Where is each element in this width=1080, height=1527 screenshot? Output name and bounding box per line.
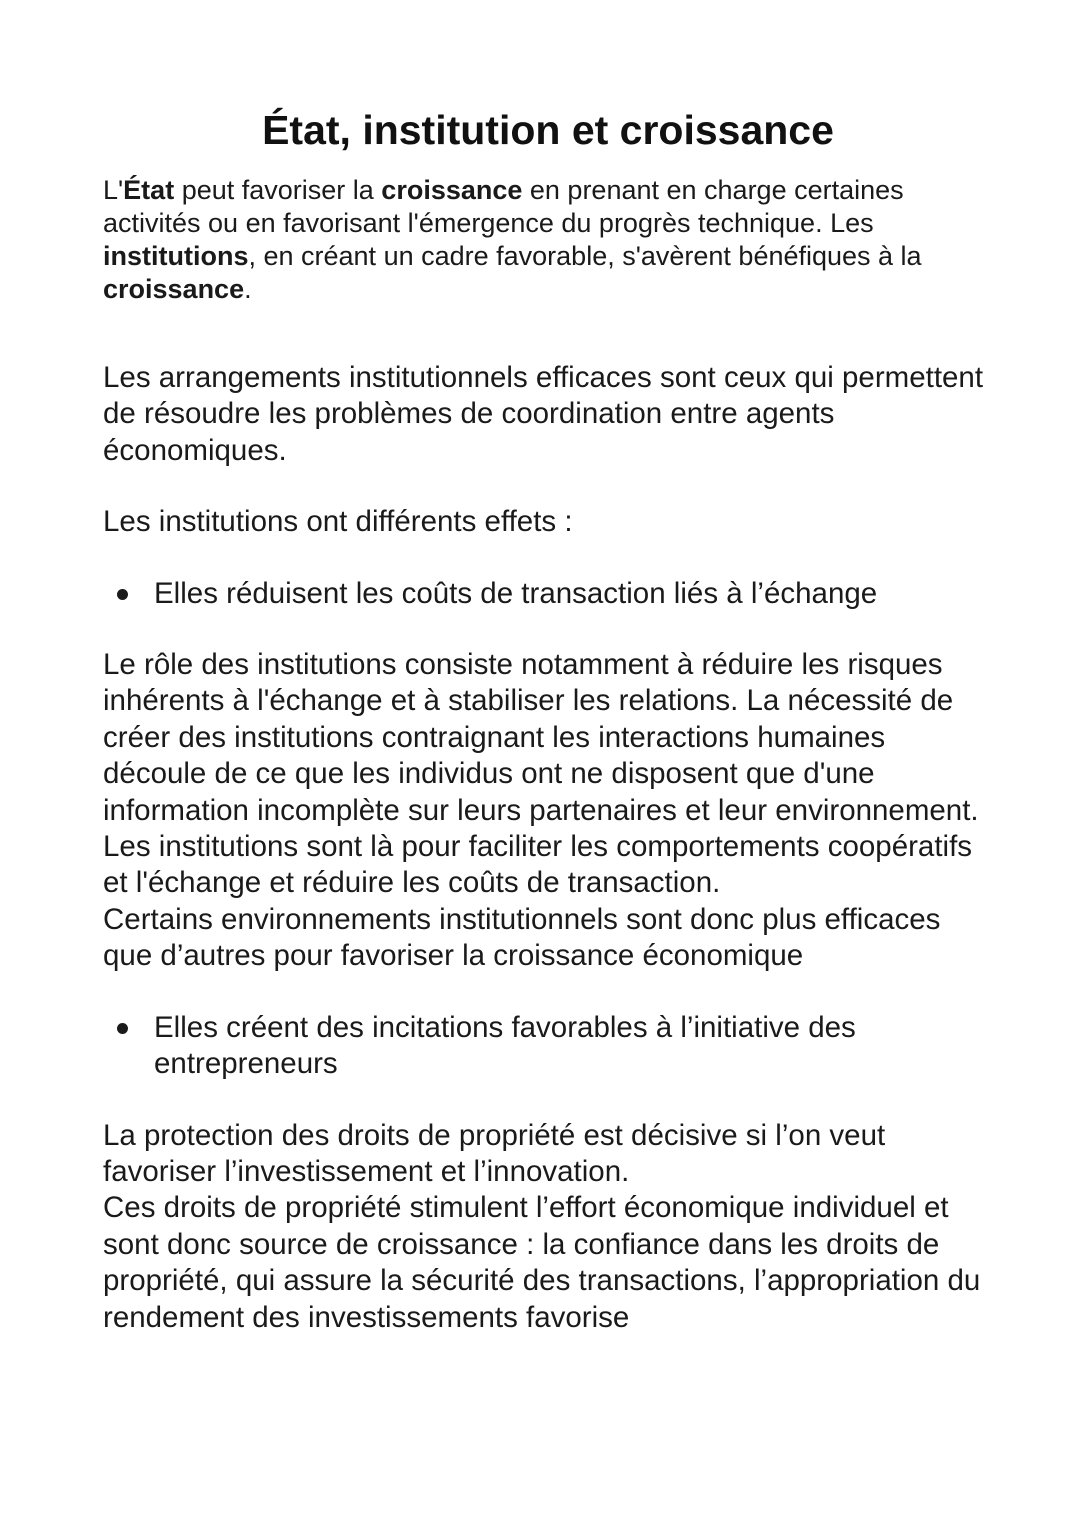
intro-text-3: en prenant en charge certaines activités ou en favorisant l'émergence du progrès technique. Les xyxy=(103,175,904,238)
property-paragraph: La protection des droits de propriété est décisive si l’on veut favoriser l’investissement et l’innovation. xyxy=(103,1118,886,1188)
spacer xyxy=(103,612,993,647)
bullet-icon xyxy=(117,589,128,600)
arrangements-paragraph: Les arrangements institutionnels efficaces sont ceux qui permettent de résoudre les problèmes de coordination entre agents économiques. xyxy=(103,361,984,467)
document-page xyxy=(103,100,993,1336)
spacer xyxy=(103,306,993,360)
environments-paragraph: Certains environnements institutionnels sont donc plus efficaces que d’autres pour favoriser la croissance économique xyxy=(103,902,941,973)
intro-text-4: , en créant un cadre favorable, s'avèrent bénéfiques à la xyxy=(248,241,922,271)
intro-bold-etat: État xyxy=(123,175,175,205)
spacer xyxy=(103,541,993,576)
spacer xyxy=(103,469,993,504)
intro-bold-croissance-2: croissance xyxy=(103,274,245,304)
intro-text-5: . xyxy=(244,274,252,304)
list-item-text: Elles créent des incitations favorables à l’initiative des entrepreneurs xyxy=(154,1010,856,1081)
page-title: État, institution et croissance xyxy=(262,107,834,153)
list-item-text: Elles réduisent les coûts de transaction liés à l’échange xyxy=(154,576,878,610)
rights-paragraph: Ces droits de propriété stimulent l’effort économique individuel et sont donc source de croissance : la confiance dans les droits de propriété, qui assure la sécurité des transactions, l’appropriation du rendement des investissements favorise xyxy=(103,1191,981,1334)
effects-list-1 xyxy=(103,576,993,612)
intro-text-1: L' xyxy=(103,175,124,205)
role-paragraph: Le rôle des institutions consiste notamment à réduire les risques inhérents à l'échange et à stabiliser les relations. La nécessité de créer des institutions contraignant les interactions humaines découle de ce que les individus ont ne disposent que d'une information incomplète sur leurs partenaires et leur environnement. Les institutions sont là pour faciliter les comportements coopératifs et l'échange et réduire les coûts de transaction. xyxy=(103,648,979,900)
spacer xyxy=(103,1083,993,1118)
intro-paragraph xyxy=(103,174,993,306)
list-item xyxy=(103,1010,993,1083)
effects-list-2 xyxy=(103,1010,993,1083)
spacer xyxy=(103,975,993,1010)
bullet-icon xyxy=(117,1023,128,1034)
intro-text-2: peut favoriser la xyxy=(174,175,382,205)
list-item xyxy=(103,576,993,612)
intro-bold-institutions: institutions xyxy=(103,241,249,271)
intro-bold-croissance-1: croissance xyxy=(381,175,523,205)
effects-intro-paragraph: Les institutions ont différents effets : xyxy=(103,505,573,539)
